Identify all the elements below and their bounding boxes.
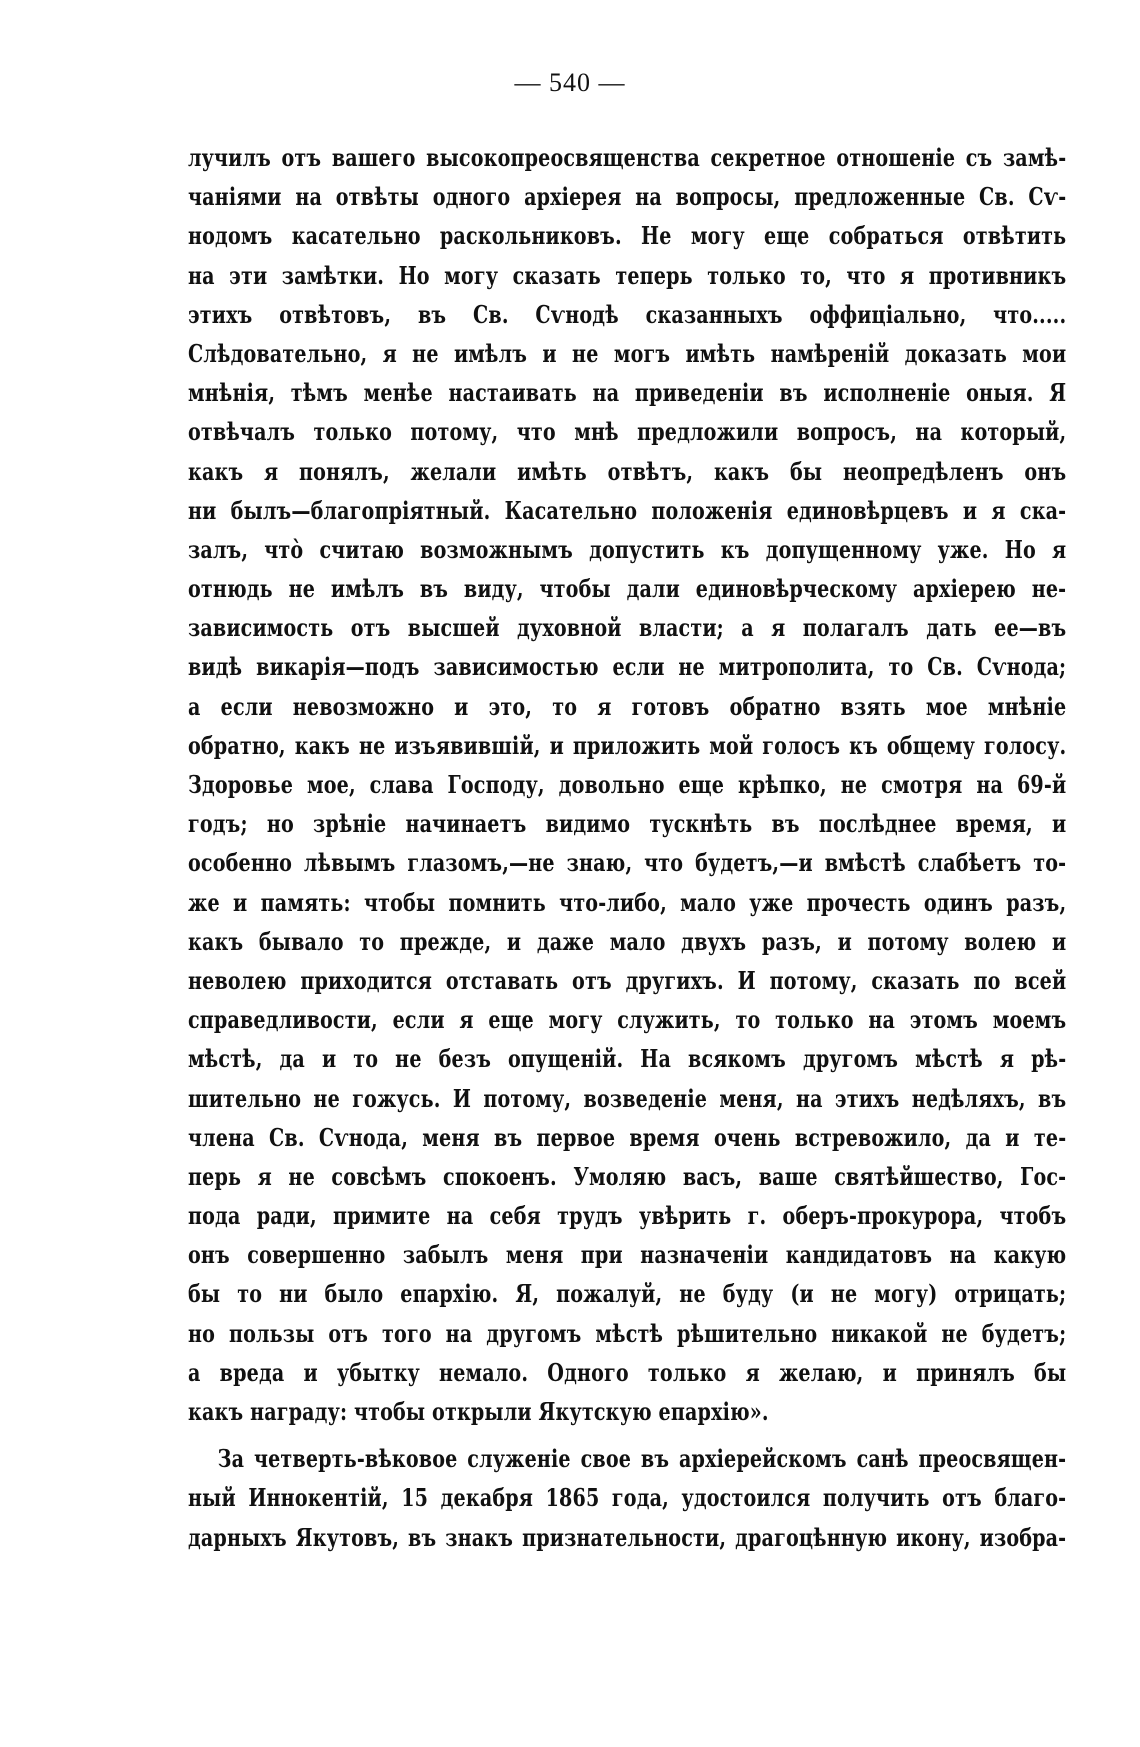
paragraph-2: [188, 1439, 1066, 1557]
text-line: обратно, какъ не изъявившій, и приложить мой голосъ къ общему голосу.: [188, 730, 1067, 760]
paragraph-1: [188, 138, 1066, 1431]
text-line: Слѣдовательно, я не имѣлъ и не могъ имѣть намѣреній доказать мои: [188, 338, 1067, 368]
body-text: [188, 138, 1066, 1557]
text-line: отнюдь не имѣлъ въ виду, чтобы дали единовѣрческому архіерею не-: [188, 574, 1067, 604]
text-line: но пользы отъ того на другомъ мѣстѣ рѣшительно никакой не будетъ;: [188, 1318, 1067, 1348]
text-line: на эти замѣтки. Но могу сказать теперь только то, что я противникъ: [188, 260, 1067, 290]
text-line: За четверть-вѣковое служеніе свое въ архіерейскомъ санѣ преосвящен-: [217, 1444, 1067, 1474]
text-line: годъ; но зрѣніе начинаетъ видимо тускнѣть въ послѣднее время, и: [188, 809, 1067, 839]
text-line: мѣстѣ, да и то не безъ опущеній. На всякомъ другомъ мѣстѣ я рѣ-: [188, 1044, 1067, 1074]
text-line: ный Иннокентій, 15 декабря 1865 года, удостоился получить отъ благо-: [188, 1483, 1067, 1513]
page-number: — 540 —: [514, 68, 626, 97]
text-line: лучилъ отъ вашего высокопреосвященства секретное отношеніе съ замѣ-: [188, 143, 1067, 172]
text-line: а вреда и убытку немало. Одного только я желаю, и принялъ бы: [188, 1357, 1067, 1387]
text-line: отвѣчалъ только потому, что мнѣ предложили вопросъ, на который,: [188, 417, 1067, 447]
text-line: этихъ отвѣтовъ, въ Св. Сѵнодѣ сказанныхъ оффиціально, что.....: [188, 299, 1067, 329]
text-line: члена Св. Сѵнода, меня въ первое время очень встревожило, да и те-: [188, 1122, 1067, 1152]
text-line: особенно лѣвымъ глазомъ,—не знаю, что будетъ,—и вмѣстѣ слабѣетъ то-: [188, 848, 1067, 878]
text-line: нодомъ касательно раскольниковъ. Не могу еще собраться отвѣтить: [188, 221, 1067, 251]
text-line: зависимость отъ высшей духовной власти; а я полагалъ дать ее—въ: [188, 613, 1067, 643]
text-line: а если невозможно и это, то я готовъ обратно взять мое мнѣніе: [188, 691, 1067, 721]
text-line: какъ я понялъ, желали имѣть отвѣтъ, какъ бы неопредѣленъ онъ: [188, 456, 1067, 486]
text-line: дарныхъ Якутовъ, въ знакъ признательности, драгоцѣнную икону, изобра-: [188, 1522, 1067, 1552]
text-line: перь я не совсѣмъ спокоенъ. Умоляю васъ, ваше святѣйшество, Гос-: [188, 1161, 1067, 1191]
text-line: видѣ викарія—подъ зависимостью если не митрополита, то Св. Сѵнода;: [188, 652, 1067, 682]
text-line: залъ, что̀ считаю возможнымъ допустить къ допущенному уже. Но я: [188, 534, 1067, 564]
text-line: чаніями на отвѣты одного архіерея на вопросы, предложенные Св. Сѵ-: [188, 182, 1067, 212]
text-line: неволею приходится отставать отъ другихъ. И потому, сказать по всей: [188, 965, 1067, 995]
text-line: справедливости, если я еще могу служить, то только на этомъ моемъ: [188, 1005, 1067, 1035]
text-line: какъ награду: чтобы открыли Якутскую епархію».: [188, 1397, 769, 1426]
text-line: же и память: чтобы помнить что-либо, мало уже прочесть одинъ разъ,: [188, 887, 1067, 917]
paragraph-gap: [188, 1431, 1066, 1439]
text-line: Здоровье мое, слава Господу, довольно еще крѣпко, не смотря на 69-й: [188, 770, 1067, 799]
text-line: мнѣнія, тѣмъ менѣе настаивать на приведеніи въ исполненіе оныя. Я: [188, 378, 1067, 408]
text-line: онъ совершенно забылъ меня при назначеніи кандидатовъ на какую: [188, 1240, 1067, 1270]
text-line: какъ бывало то прежде, и даже мало двухъ разъ, и потому волею и: [188, 926, 1067, 956]
text-line: ни былъ—благопріятный. Касательно положенія единовѣрцевъ и я ска-: [188, 495, 1067, 525]
text-line: шительно не гожусь. И потому, возведеніе меня, на этихъ недѣляхъ, въ: [188, 1083, 1067, 1113]
text-line: пода ради, примите на себя трудъ увѣрить г. оберъ-прокурора, чтобъ: [188, 1201, 1067, 1231]
text-line: бы то ни было епархію. Я, пожалуй, не буду (и не могу) отрицать;: [188, 1279, 1067, 1309]
